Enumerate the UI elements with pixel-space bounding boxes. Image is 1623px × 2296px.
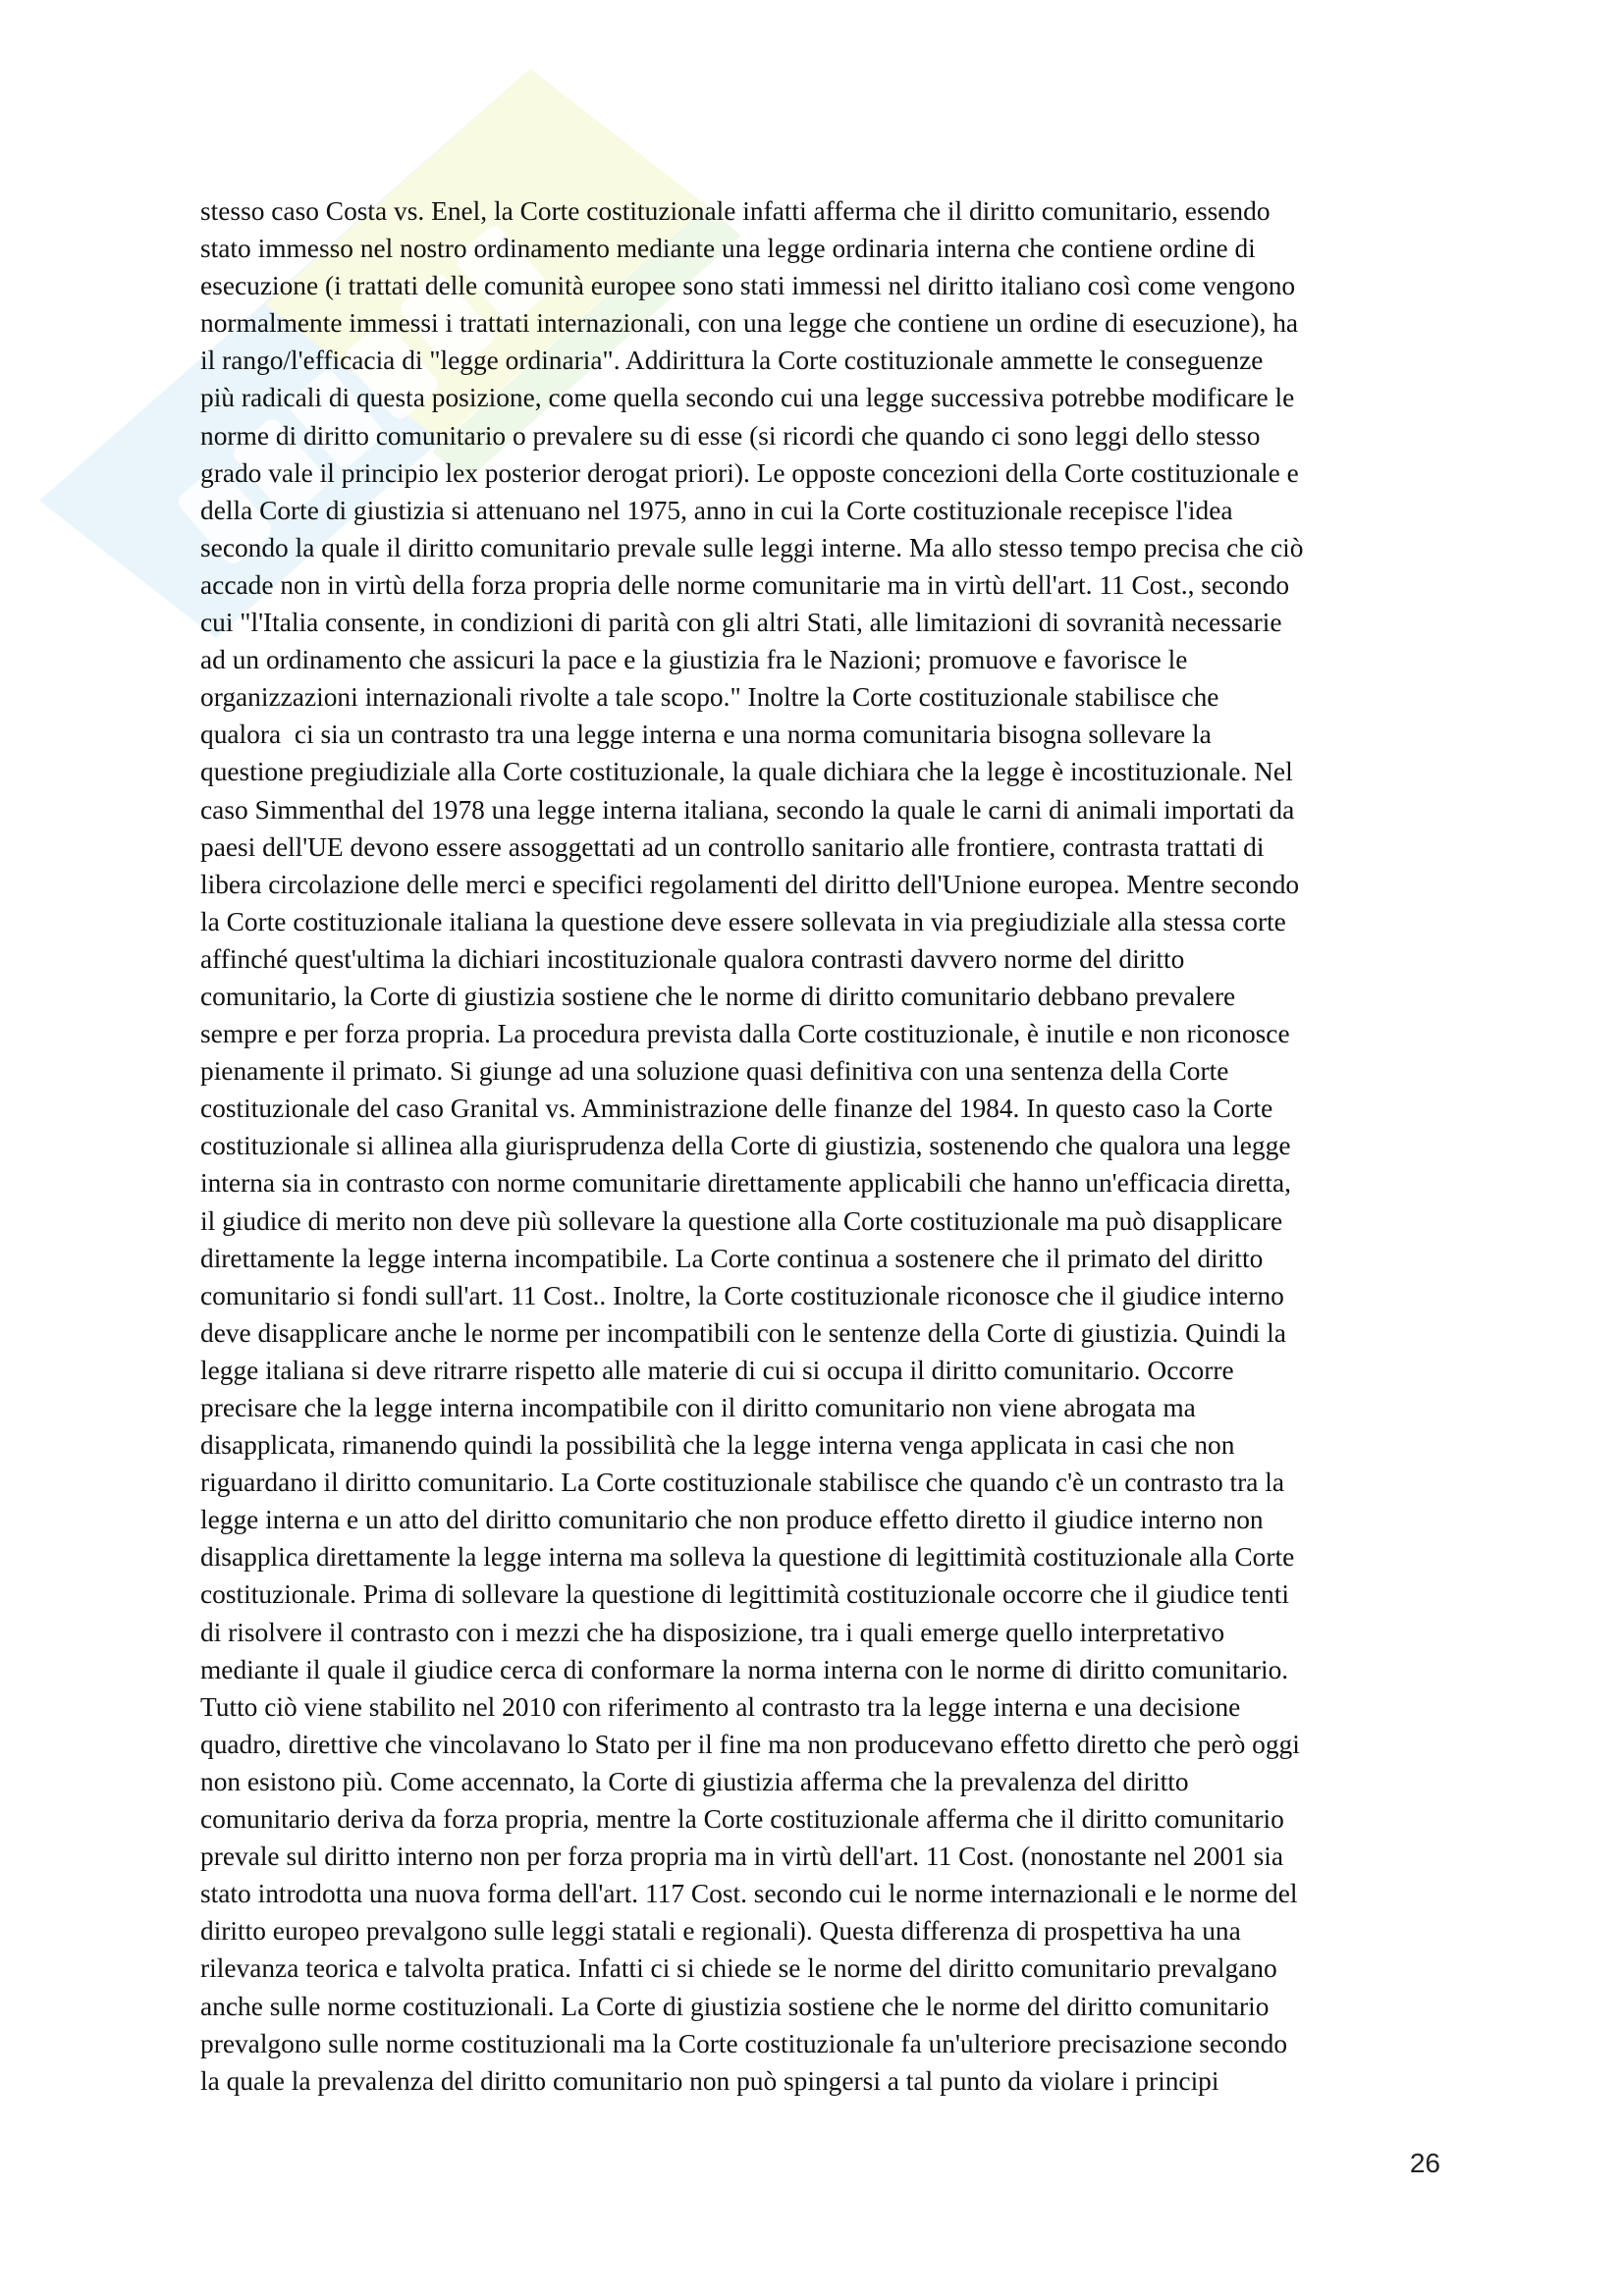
body-text-line: stesso caso Costa vs. Enel, la Corte costituzionale infatti afferma che il diritto comunitario, essendo xyxy=(200,196,1271,226)
body-text-line: caso Simmenthal del 1978 una legge interna italiana, secondo la quale le carni di animali importati da xyxy=(200,794,1295,825)
body-text-line: rilevanza teorica e talvolta pratica. Infatti ci si chiede se le norme del diritto comunitario prevalgano xyxy=(200,1953,1277,1984)
body-text-line: ad un ordinamento che assicuri la pace e la giustizia fra le Nazioni; promuove e favorisce le xyxy=(200,645,1188,675)
body-text-line: più radicali di questa posizione, come quella secondo cui una legge successiva potrebbe modificare le xyxy=(200,383,1295,413)
body-text-line: direttamente la legge interna incompatibile. La Corte continua a sostenere che il primato del diritto xyxy=(200,1243,1264,1273)
body-text-line: la Corte costituzionale italiana la questione deve essere sollevata in via pregiudiziale alla stessa corte xyxy=(200,906,1286,936)
body-text-line: mediante il quale il giudice cerca di conformare la norma interna con le norme di diritto comunitario. xyxy=(200,1654,1289,1684)
body-text-line: qualora ci sia un contrasto tra una legge interna e una norma comunitaria bisogna sollevare la xyxy=(200,720,1212,750)
body-text-line: affinché quest'ultima la dichiari incostituzionale qualora contrasti davvero norme del diritto xyxy=(200,943,1185,974)
body-text-line: cui "l'Italia consente, in condizioni di parità con gli altri Stati, alle limitazioni di sovranità necessarie xyxy=(200,608,1282,638)
body-text-line: quadro, direttive che vincolavano lo Stato per il fine ma non producevano effetto diretto che però oggi xyxy=(200,1729,1300,1759)
body-text-line: interna sia in contrasto con norme comunitarie direttamente applicabili che hanno un'efficacia diretta, xyxy=(200,1168,1292,1199)
body-text-line: Tutto ciò viene stabilito nel 2010 con riferimento al contrasto tra la legge interna e una decisione xyxy=(200,1691,1241,1722)
body-text-line: di risolvere il contrasto con i mezzi che ha disposizione, tra i quali emerge quello interpretativo xyxy=(200,1617,1225,1647)
body-text-line: grado vale il principio lex posterior derogat priori). Le opposte concezioni della Corte costituzionale e xyxy=(200,457,1299,488)
body-text-line: norme di diritto comunitario o prevalere su di esse (si ricordi che quando ci sono leggi dello stesso xyxy=(200,420,1261,451)
body-text-line: la quale la prevalenza del diritto comunitario non può spingersi a tal punto da violare i principi xyxy=(200,2065,1219,2096)
body-text-line: prevalgono sulle norme costituzionali ma la Corte costituzionale fa un'ulteriore precisazione secondo xyxy=(200,2028,1288,2058)
body-text-line: esecuzione (i trattati delle comunità europee sono stati immessi nel diritto italiano così come vengono xyxy=(200,271,1296,301)
body-text-line: disapplicata, rimanendo quindi la possibilità che la legge interna venga applicata in casi che non xyxy=(200,1430,1235,1461)
body-text-line: riguardano il diritto comunitario. La Corte costituzionale stabilisce che quando c'è un contrasto tra la xyxy=(200,1468,1285,1498)
body-text-line: il giudice di merito non deve più sollevare la questione alla Corte costituzionale ma può disapplicare xyxy=(200,1205,1283,1236)
body-text-line: deve disapplicare anche le norme per incompatibili con le sentenze della Corte di giustizia. Quindi la xyxy=(200,1317,1286,1348)
body-text-line: prevale sul diritto interno non per forza propria ma in virtù dell'art. 11 Cost. (nonostante nel 2001 sia xyxy=(200,1842,1284,1872)
page-number: 26 xyxy=(1409,2148,1440,2178)
body-text-line: pienamente il primato. Si giunge ad una soluzione quasi definitiva con una sentenza della Corte xyxy=(200,1056,1229,1087)
body-text-line: organizzazioni internazionali rivolte a tale scopo." Inoltre la Corte costituzionale stabilisce che xyxy=(200,682,1219,713)
body-text-line: costituzionale del caso Granital vs. Amministrazione delle finanze del 1984. In questo caso la Corte xyxy=(200,1094,1273,1124)
body-text-line: costituzionale si allinea alla giurisprudenza della Corte di giustizia, sostenendo che qualora una legge xyxy=(200,1131,1291,1161)
body-text-line: paesi dell'UE devono essere assoggettati ad un controllo sanitario alle frontiere, contrasta trattati di xyxy=(200,831,1265,862)
body-text-line: stato immesso nel nostro ordinamento mediante una legge ordinaria interna che contiene ordine di xyxy=(200,234,1256,264)
body-text-line: della Corte di giustizia si attenuano nel 1975, anno in cui la Corte costituzionale recepisce l'idea xyxy=(200,495,1233,525)
body-text-line: accade non in virtù della forza propria delle norme comunitarie ma in virtù dell'art. 11 Cost., secondo xyxy=(200,569,1290,600)
body-text-line: sempre e per forza propria. La procedura prevista dalla Corte costituzionale, è inutile e non riconosce xyxy=(200,1019,1290,1049)
body-text-line: disapplica direttamente la legge interna ma solleva la questione di legittimità costituzionale alla Corte xyxy=(200,1542,1295,1573)
body-text-line: legge interna e un atto del diritto comunitario che non produce effetto diretto il giudice interno non xyxy=(200,1505,1264,1535)
body-text-line: libera circolazione delle merci e specifici regolamenti del diritto dell'Unione europea. Mentre secondo xyxy=(200,869,1300,899)
body-text-line: questione pregiudiziale alla Corte costituzionale, la quale dichiara che la legge è incostituzionale. Nel xyxy=(200,757,1293,787)
body-text-line: secondo la quale il diritto comunitario prevale sulle leggi interne. Ma allo stesso tempo precisa che ciò xyxy=(200,532,1304,562)
body-text-line: stato introdotta una nuova forma dell'art. 117 Cost. secondo cui le norme internazionali e le norme del xyxy=(200,1879,1298,1909)
body-text-line: comunitario deriva da forza propria, mentre la Corte costituzionale afferma che il diritto comunitario xyxy=(200,1804,1284,1835)
body-text-line: comunitario si fondi sull'art. 11 Cost.. Inoltre, la Corte costituzionale riconosce che il giudice interno xyxy=(200,1280,1284,1310)
body-text-line: anche sulle norme costituzionali. La Corte di giustizia sostiene che le norme del diritto comunitario xyxy=(200,1991,1270,2021)
body-text-line: costituzionale. Prima di sollevare la questione di legittimità costituzionale occorre che il giudice tenti xyxy=(200,1579,1289,1610)
body-text-line: comunitario, la Corte di giustizia sostiene che le norme di diritto comunitario debbano prevalere xyxy=(200,981,1236,1011)
document-body xyxy=(200,192,1430,2100)
body-text-line: precisare che la legge interna incompatibile con il diritto comunitario non viene abrogata ma xyxy=(200,1393,1196,1422)
body-text-line: legge italiana si deve ritrarre rispetto alle materie di cui si occupa il diritto comunitario. Occorre xyxy=(200,1355,1234,1385)
body-text-line: non esistono più. Come accennato, la Corte di giustizia afferma che la prevalenza del diritto xyxy=(200,1766,1189,1796)
body-text-line: diritto europeo prevalgono sulle leggi statali e regionali). Questa differenza di prospettiva ha una xyxy=(200,1916,1241,1947)
body-text-line: il rango/l'efficacia di "legge ordinaria". Addirittura la Corte costituzionale ammette le conseguenze xyxy=(200,346,1264,376)
body-text-line: normalmente immessi i trattati internazionali, con una legge che contiene un ordine di esecuzione), ha xyxy=(200,308,1299,339)
